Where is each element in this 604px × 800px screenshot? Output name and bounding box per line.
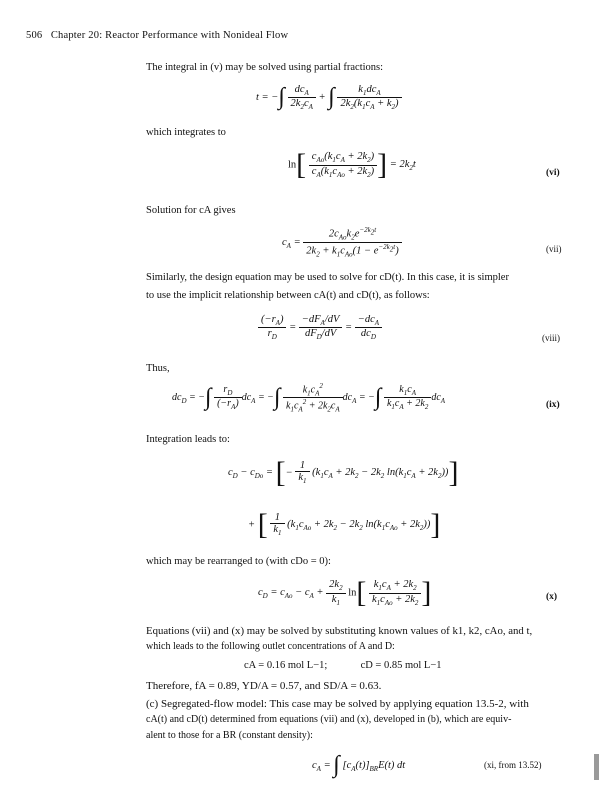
text-line: which integrates to — [146, 127, 226, 138]
page-number: 506 — [26, 30, 43, 41]
equation-integration-1: $c_D - c_{Do}$ = [− $\frac{1}{k_1}$ ($k_1c_A + 2k_2 - 2k_2$ $\ln(k_1c_A + 2k_2)$)] — [228, 456, 459, 489]
results-line — [244, 660, 442, 671]
result-d: cD = 0.85 mol L−1 — [360, 660, 442, 671]
text-line: The integral in (v) may be solved using partial fractions: — [146, 62, 384, 73]
chapter-title: Chapter 20: Reactor Performance with Nonideal Flow — [50, 30, 289, 41]
equation-v: t = −∫ $\frac{dc_A}{2k_2c_A}$ + ∫ $\frac{k_1dc_A}{2k_2(k_1c_A + k_2)}$ — [256, 84, 402, 111]
tag-viii: (viii) — [542, 333, 560, 343]
equation-viii: $\frac{(-r_A)}{r_D}$ = $\frac{-dF_A/dV}{dF_D/dV}$ = $\frac{-dc_A}{dc_D}$ — [258, 314, 382, 341]
equation-xi: $c_A$ = ∫ $[c_A(t)]_{BR}E(t)$ dt — [312, 752, 406, 778]
tag-vi: (vi) — [546, 168, 560, 178]
text-line: which may be rearranged to (with cDo = 0): — [146, 556, 331, 567]
text-line: cA(t) and cD(t) determined from equations (vii) and (x), developed in (b), which are equiv- — [146, 714, 512, 725]
text-line: (c) Segregated-flow model: This case may be solved by applying equation 13.5-2, with — [146, 698, 529, 710]
text-line: alent to those for a BR (constant density): — [146, 730, 313, 741]
text-line: Solution for cA gives — [146, 205, 236, 216]
text-line: Thus, — [146, 363, 170, 374]
text-line: to use the implicit relationship between cA(t) and cD(t), as follows: — [146, 290, 430, 301]
equation-x: $c_D = c_{Ao} - c_A$ + $\frac{2k_2}{k_1}$ ln[ $\frac{k_1c_A + 2k_2}{k_1c_{Ao} + 2k_2}$ ] — [258, 576, 432, 609]
tag-ix: (ix) — [546, 400, 560, 410]
tag-vii: (vii) — [546, 244, 562, 254]
page-header — [26, 30, 288, 41]
equation-integration-2: + [ $\frac{1}{k_1}$ ($k_1c_{Ao} + 2k_2 - 2k_2$ $\ln(k_1c_{Ao} + 2k_2)$)] — [248, 508, 441, 541]
result-a: cA = 0.16 mol L−1; — [244, 660, 328, 671]
text-line: Similarly, the design equation may be used to solve for cD(t). In this case, it is simpler — [146, 272, 509, 283]
equation-vii: $c_A$ = $\frac{2c_{Ao}k_2e^{-2k_2t}}{2k_2 + k_1c_{Ao}(1 - e^{-2k_2t})}$ — [282, 226, 402, 258]
equation-vi: ln[ $\frac{c_{Ao}(k_1c_A + 2k_2)}{c_A(k_1c_{Ao} + 2k_2)}$ ] = $2k_2t$ — [288, 148, 416, 181]
equation-ix: $dc_D$ = −∫ $\frac{r_D}{(-r_A)}$ $dc_A$ = −∫ $\frac{k_1c_A^2}{k_1c_A^2 + 2k_2c_A}$ $dc_A$ = −∫ $\frac{k_1c_A}{k_1c_A + 2k_2}$ $dc_A$ — [172, 382, 446, 414]
text-line: Integration leads to: — [146, 434, 230, 445]
text-line: Equations (vii) and (x) may be solved by substituting known values of k1, k2, cAo, and t, — [146, 625, 533, 637]
scan-mark — [594, 754, 599, 780]
tag-xi: (xi, from 13.52) — [484, 760, 542, 770]
text-line: Therefore, fA = 0.89, YD/A = 0.57, and SD/A = 0.63. — [146, 680, 382, 692]
tag-x: (x) — [546, 592, 558, 602]
text-line: which leads to the following outlet concentrations of A and D: — [146, 641, 395, 652]
